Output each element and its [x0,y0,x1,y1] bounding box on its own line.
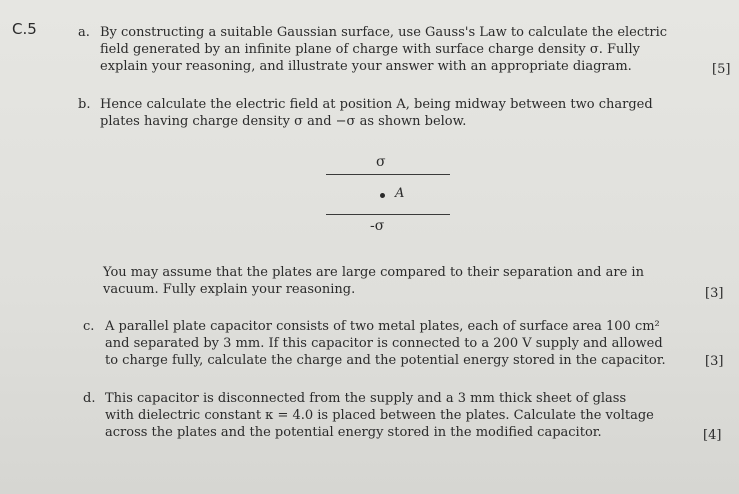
part-b-label: b. [78,97,91,112]
part-b-after-line-2: vacuum. Fully explain your reasoning. [103,282,356,297]
bottom-plate-charge-label: -σ [370,218,385,234]
charged-plates-diagram [320,150,450,240]
part-a-mark: [5] [712,62,731,77]
part-b-after-line-1: You may assume that the plates are large compared to their separation and are in [103,265,644,280]
part-c-line-2: and separated by 3 mm. If this capacitor is connected to a 200 V supply and allowed [105,336,663,351]
part-d [83,390,700,441]
part-b-mark: [3] [705,286,724,301]
part-c [83,318,700,369]
part-a-line-3: explain your reasoning, and illustrate your answer with an appropriate diagram. [100,59,632,74]
top-plate-line [326,174,450,175]
point-a-label: A [395,186,405,201]
part-a-line-2: field generated by an infinite plane of charge with surface charge density σ. Fully [100,42,641,57]
part-c-label: c. [83,319,95,334]
part-d-line-2: with dielectric constant κ = 4.0 is placed between the plates. Calculate the voltage [105,408,654,423]
part-a-line-1: By constructing a suitable Gaussian surface, use Gauss's Law to calculate the electric [100,25,668,40]
part-d-mark: [4] [703,428,722,443]
point-a-dot [380,193,385,198]
part-d-line-3: across the plates and the potential energy stored in the modified capacitor. [105,425,602,440]
part-a-label: a. [78,25,90,40]
part-d-label: d. [83,391,96,406]
question-number: C.5 [12,20,37,38]
part-c-line-1: A parallel plate capacitor consists of two metal plates, each of surface area 100 cm² [105,319,660,334]
part-d-line-1: This capacitor is disconnected from the supply and a 3 mm thick sheet of glass [105,391,627,406]
part-a [78,24,700,75]
part-c-line-3: to charge fully, calculate the charge and the potential energy stored in the capacitor. [105,353,666,368]
part-c-mark: [3] [705,354,724,369]
bottom-plate-line [326,214,450,215]
top-plate-charge-label: σ [376,154,386,170]
part-b-line-1: Hence calculate the electric field at position A, being midway between two charged [100,97,653,112]
part-b [78,96,700,130]
part-b-continuation [103,264,703,298]
part-b-line-2: plates having charge density σ and −σ as shown below. [100,114,467,129]
